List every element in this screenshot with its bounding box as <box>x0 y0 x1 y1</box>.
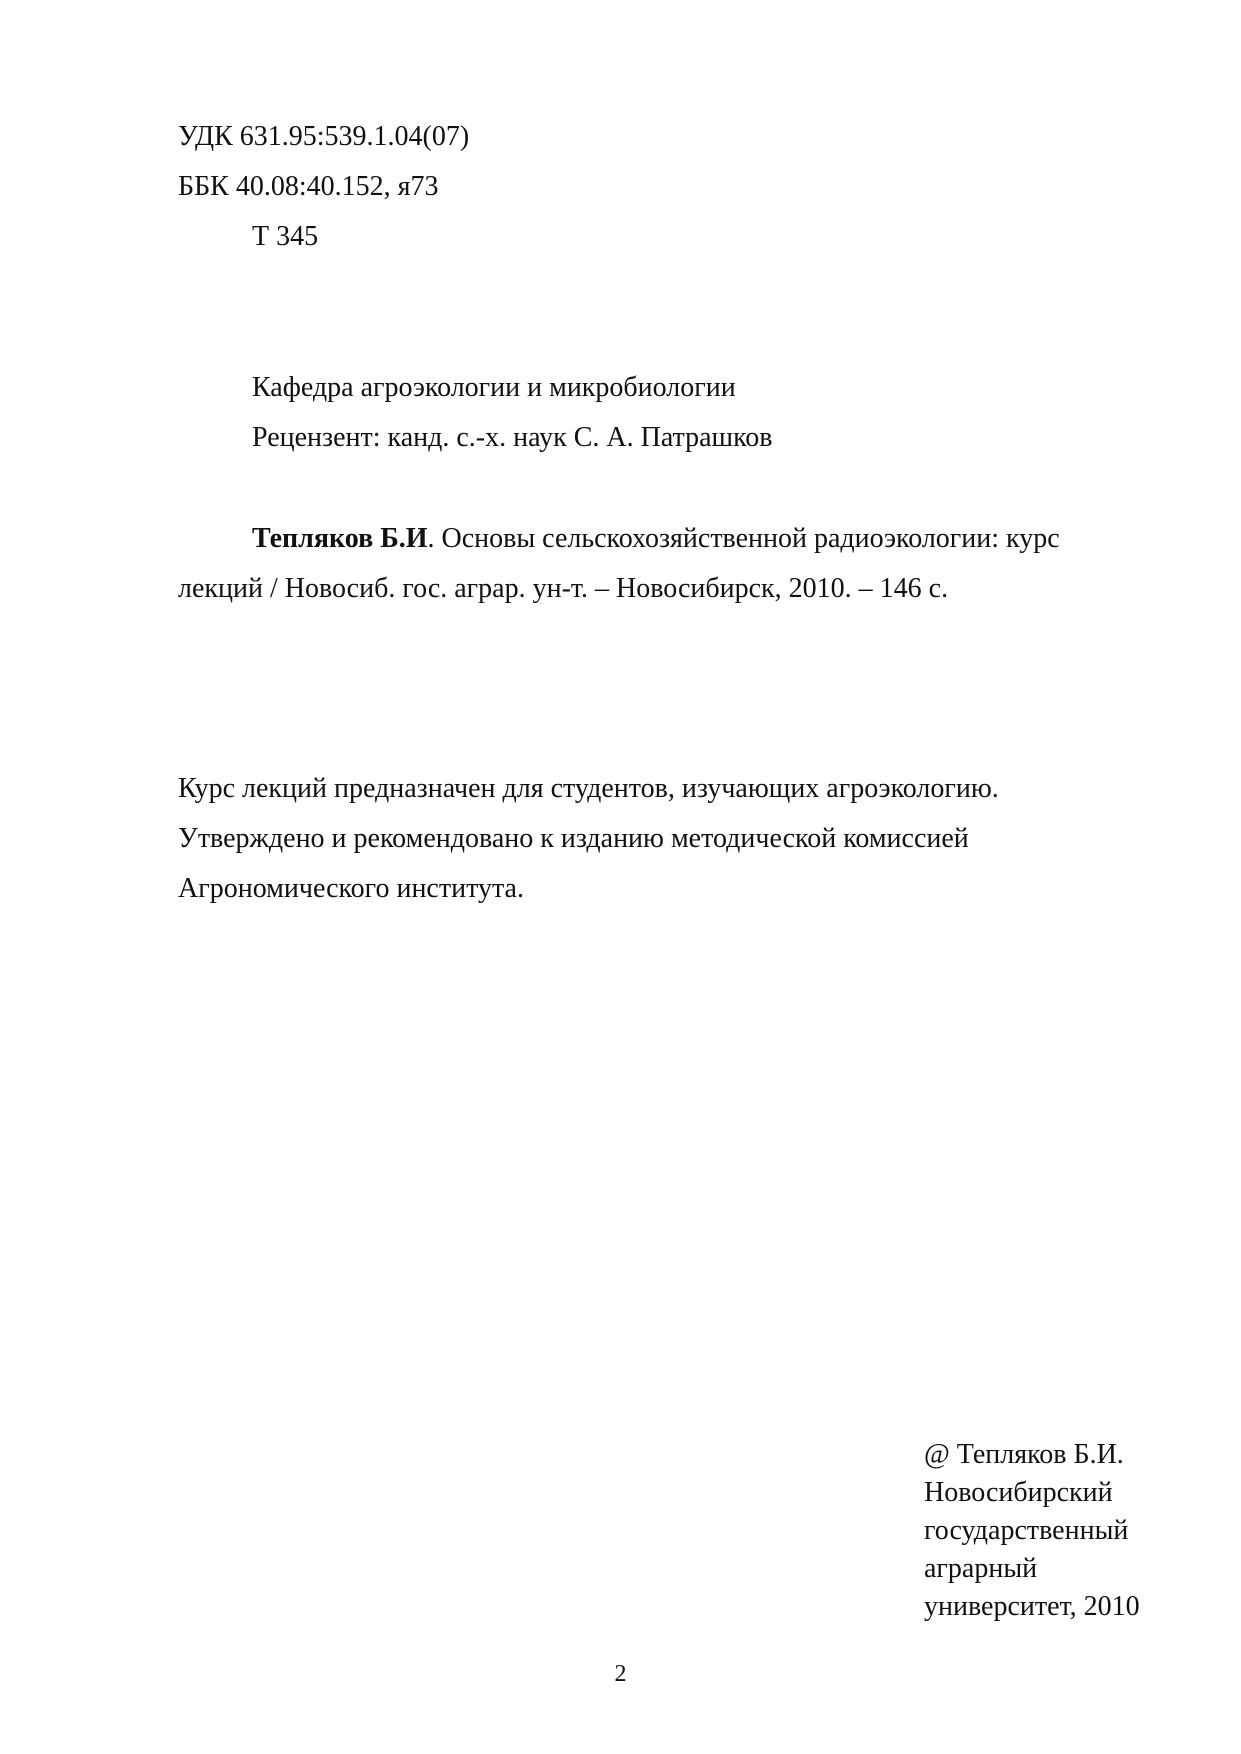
bbk-code: ББК 40.08:40.152, я73 <box>178 171 439 202</box>
annotation-line-3: Агрономического института. <box>178 873 524 904</box>
copyright-line-2: Новосибирский <box>924 1477 1113 1508</box>
department-line: Кафедра агроэкологии и микробиологии <box>252 372 736 403</box>
citation-line-1 <box>252 525 1060 553</box>
annotation-line-1: Курс лекций предназначен для студентов, изучающих агроэкологию. <box>178 773 999 804</box>
copyright-line-4: аграрный <box>924 1553 1038 1584</box>
page-number: 2 <box>614 1661 627 1687</box>
udk-code: УДК 631.95:539.1.04(07) <box>178 121 470 152</box>
author-mark: Т 345 <box>252 221 319 252</box>
citation-line-2: лекций / Новосиб. гос. аграр. ун-т. – Новосибирск, 2010. – 146 с. <box>178 573 949 604</box>
citation-title: . Основы сельскохозяйственной радиоэкологии: курс <box>427 523 1060 554</box>
citation-author: Тепляков Б.И <box>252 523 428 554</box>
copyright-line-3: государственный <box>924 1515 1129 1546</box>
reviewer-line: Рецензент: канд. с.-х. наук С. А. Патрашков <box>252 422 773 453</box>
copyright-line-5: университет, 2010 <box>924 1591 1140 1622</box>
annotation-line-2: Утверждено и рекомендовано к изданию методической комиссией <box>178 823 969 854</box>
copyright-line-1: @ Тепляков Б.И. <box>924 1439 1124 1470</box>
